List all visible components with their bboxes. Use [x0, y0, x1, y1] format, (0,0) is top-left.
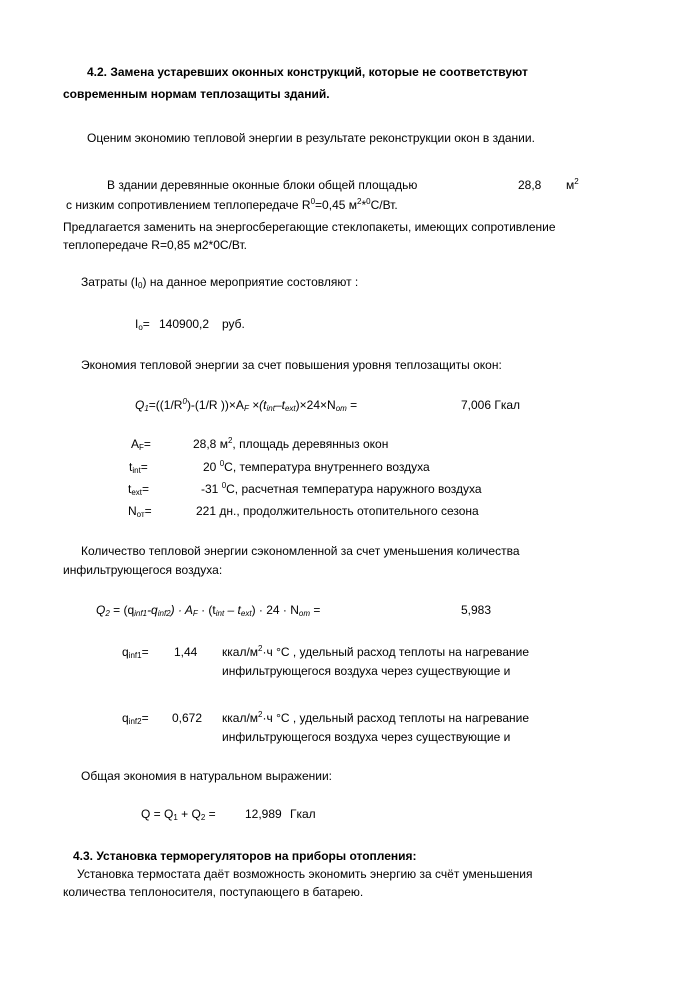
io-value: 140900,2: [159, 317, 210, 331]
param-af-label: $A_F=$: [131, 437, 151, 452]
param-not-value: 221 дн., продолжительность отопительного сезона: [196, 504, 479, 518]
qinf2-label: $q_{inf2}=$: [122, 711, 149, 726]
formula-q2-result: 5,983: [461, 603, 492, 617]
param-tint-label: $t_{int}=$: [129, 460, 148, 475]
area-unit: $м^2$: [566, 177, 579, 192]
qinf2-value: 0,672: [172, 711, 203, 725]
param-tint-value: 20 $^0$С, температура внутреннего воздуха: [203, 459, 430, 474]
param-not-label: $N_{от}=$: [128, 504, 152, 519]
qinf1-value: 1,44: [174, 645, 198, 659]
total-formula: $Q = Q_1 + Q_2$ =: [141, 807, 216, 822]
total-economy-title: Общая экономия в натуральном выражении:: [81, 769, 332, 783]
costs-text: Затраты $(I_0)$ на данное мероприятие состовляют :: [81, 275, 359, 290]
area-text: В здании деревянные оконные блоки общей площадью: [107, 178, 418, 192]
qinf1-label: $q_{inf1}=$: [122, 645, 149, 660]
section-4-2-heading-line2: современным нормам теплозащиты зданий.: [63, 87, 330, 101]
proposal-line2: теплопередаче R=0,85 м2*0С/Вт.: [63, 238, 248, 252]
formula-q2: $Q_2 = (q_{inf1}-q_{inf2}) \cdot A_F \cdot (t_{int} - t_{ext}) \cdot 24 \cdot N_{om}$ =: [96, 603, 321, 618]
io-unit: руб.: [222, 317, 245, 331]
qinf2-desc-line1: ккал/$м^2\cdot ч$ °С , удельный расход теплоты на нагревание: [222, 710, 530, 725]
section-4-3-heading: 4.3. Установка терморегуляторов на приборы отопления:: [73, 849, 417, 863]
resistance-text: с низким сопротивлением теплопередаче $R^0=0,45$ $м^2*^0С/Вт$.: [66, 197, 398, 212]
infiltration-line1: Количество тепловой энергии сэкономленной за счет уменьшения количества: [81, 544, 520, 558]
proposal-line1: Предлагается заменить на энергосберегающие стеклопакеты, имеющих сопротивление: [63, 220, 556, 234]
formula-q1-result: 7,006 Гкал: [461, 398, 521, 412]
param-text-value: -31 $^0$С, расчетная температура наружного воздуха: [201, 481, 482, 496]
intro-text: Оценим экономию тепловой энергии в результате реконструкции окон в здании.: [87, 131, 535, 145]
qinf2-desc-line2: инфильтрующегося воздуха через существующие и: [222, 730, 511, 744]
total-value: 12,989: [245, 807, 282, 821]
infiltration-line2: инфильтрующегося воздуха:: [63, 563, 223, 577]
param-text-label: $t_{ext}=$: [128, 482, 150, 497]
qinf1-desc-line2: инфильтрующегося воздуха через существующие и: [222, 664, 511, 678]
formula-q1: $Q_1=((1/R^0)-(1/R$ ))$\times A_F \times(t_{int}-t_{ext})\times 24\times N_{om}$ =: [135, 397, 358, 413]
total-unit: Гкал: [290, 807, 316, 821]
param-af-value: 28,8 $м^2$, площадь деревянныз окон: [193, 436, 389, 451]
section-4-3-line2: количества теплоносителя, поступающего в батарею.: [63, 885, 364, 899]
economy-windows-title: Экономия тепловой энергии за счет повышения уровня теплозащиты окон:: [81, 358, 502, 372]
section-4-2-heading-line1: 4.2. Замена устаревших оконных конструкций, которые не соответствуют: [87, 65, 528, 79]
area-value: 28,8: [518, 178, 542, 192]
io-label: $I_o=$: [135, 317, 150, 332]
qinf1-desc-line1: ккал/$м^2\cdot ч$ °С , удельный расход теплоты на нагревание: [222, 644, 530, 659]
section-4-3-line1: Установка термостата даёт возможность экономить энергию за счёт уменьшения: [77, 867, 533, 881]
